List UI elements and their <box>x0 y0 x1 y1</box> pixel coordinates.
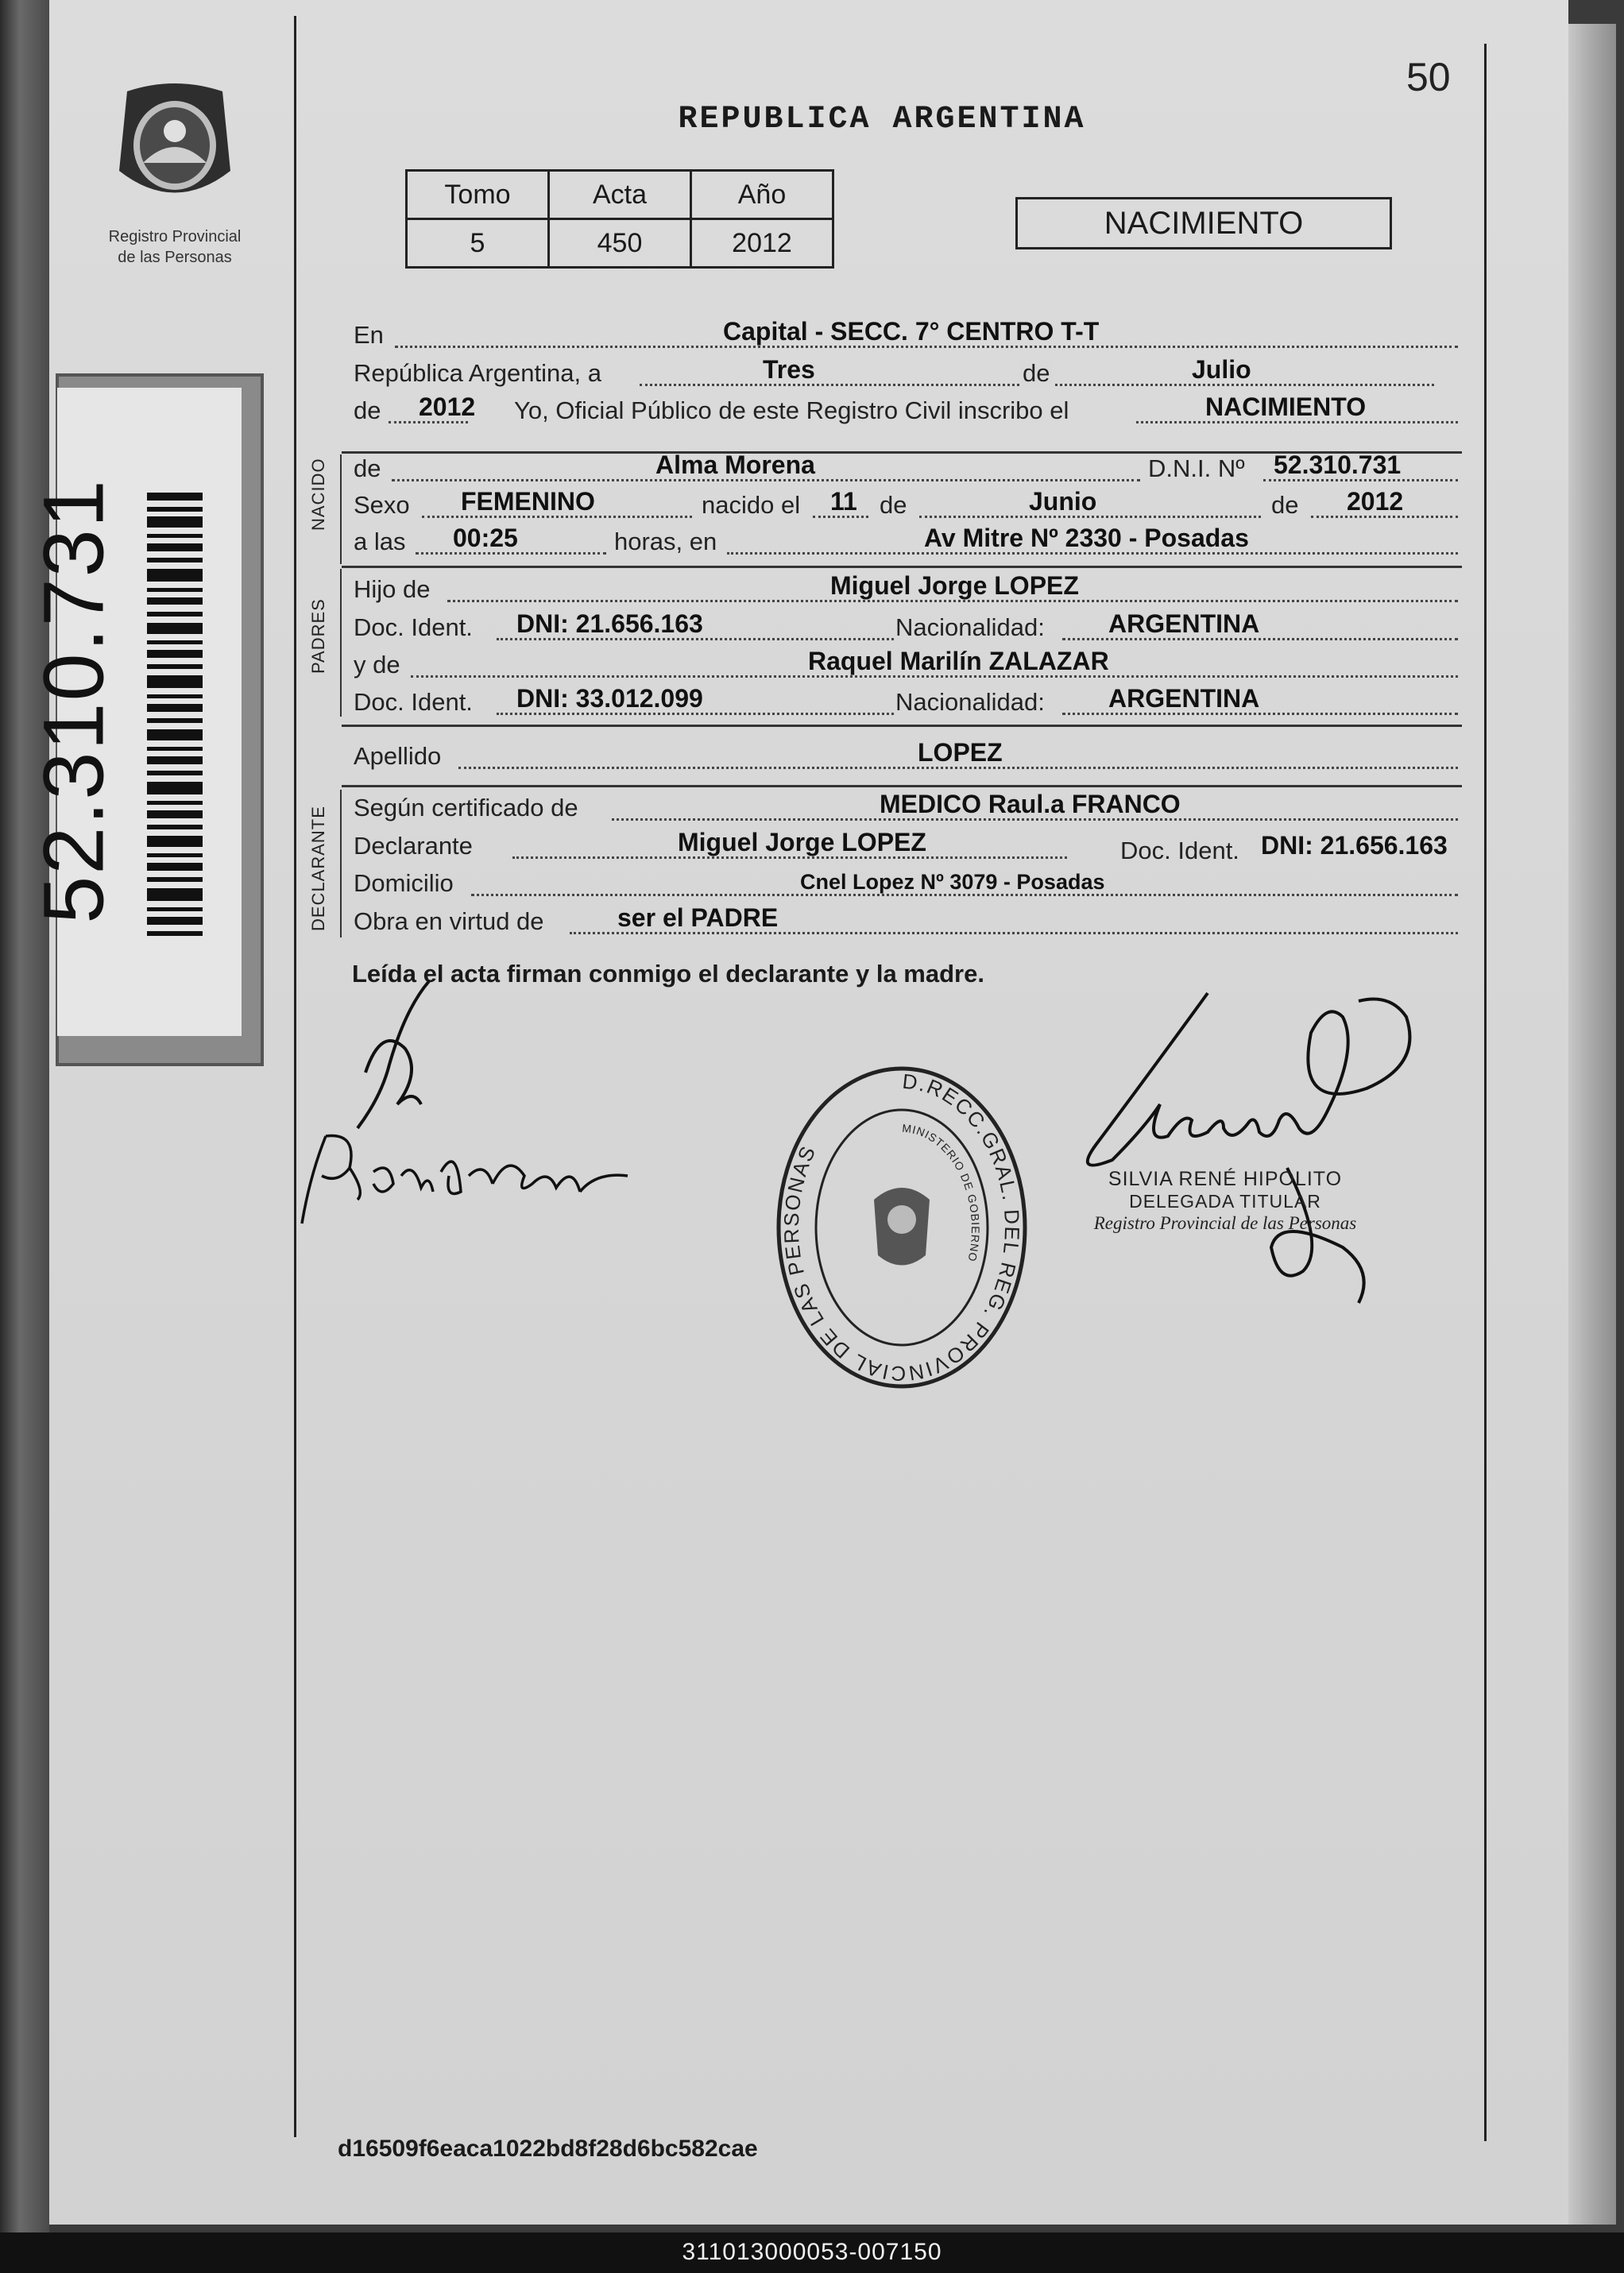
value-declarante: Miguel Jorge LOPEZ <box>678 828 926 856</box>
label-de: de <box>1019 359 1053 388</box>
value-father-doc: DNI: 21.656.163 <box>516 609 703 638</box>
form-line-birth <box>354 488 1458 524</box>
section-divider <box>342 785 1462 787</box>
label-nacionalidad: Nacionalidad: <box>895 613 1045 641</box>
label-obra: Obra en virtud de <box>354 907 544 935</box>
value-dni: 52.310.731 <box>1274 450 1402 479</box>
form-line-time-place <box>354 524 1458 561</box>
label-nacionalidad-mother: Nacionalidad: <box>895 688 1045 716</box>
right-frame-line <box>1484 44 1487 2141</box>
form-line-mother <box>354 647 1458 684</box>
label-dni: D.N.I. Nº <box>1148 454 1245 482</box>
side-label-declarante: DECLARANTE <box>308 806 328 931</box>
label-domicilio: Domicilio <box>354 869 454 897</box>
provincial-emblem-icon <box>111 75 238 215</box>
document-hash: d16509f6eaca1022bd8f28d6bc582cae <box>338 2136 758 2162</box>
table-header-acta: Acta <box>549 171 691 219</box>
table-header-tomo: Tomo <box>407 171 549 219</box>
form-line-name <box>354 451 1458 488</box>
section-bracket <box>340 790 342 937</box>
official-stamp <box>763 1057 1041 1398</box>
book-spine <box>0 0 49 2232</box>
page-number: 50 <box>1406 55 1451 99</box>
official-signature <box>1025 985 1438 1319</box>
table-cell-ano: 2012 <box>691 219 833 268</box>
registry-table <box>405 169 834 269</box>
value-father-nat: ARGENTINA <box>1108 609 1260 638</box>
official-org: Registro Provincial de las Personas <box>1093 1213 1357 1233</box>
table-cell-acta: 450 <box>549 219 691 268</box>
label-apellido: Apellido <box>354 742 442 770</box>
value-obra: ser el PADRE <box>617 903 779 932</box>
mother-signature <box>294 1128 636 1239</box>
label-doc-ident: Doc. Ident. <box>354 613 473 641</box>
document-title: REPUBLICA ARGENTINA <box>678 102 1086 137</box>
section-bracket <box>340 569 342 717</box>
value-birth-month: Junio <box>1029 487 1097 516</box>
left-frame-line <box>294 16 296 2137</box>
label-yo: Yo, Oficial Público de este Registro Civil inscribo el <box>514 396 1069 424</box>
value-domicilio: Cnel Lopez Nº 3079 - Posadas <box>800 870 1105 894</box>
value-sexo: FEMENINO <box>461 487 595 516</box>
value-apellido: LOPEZ <box>918 738 1003 767</box>
value-place: Capital - SECC. 7° CENTRO T-T <box>723 317 1100 346</box>
official-name: SILVIA RENÉ HIPOLITO <box>1108 1168 1343 1190</box>
registry-label: Registro Provincial de las Personas <box>108 228 242 266</box>
label-de-year: de <box>354 396 381 424</box>
label-doc-ident-declarante: Doc. Ident. <box>1120 837 1239 864</box>
closing-statement: Leída el acta firman conmigo el declarante y la madre. <box>352 960 984 988</box>
form-line-obra <box>354 904 1458 941</box>
form-line-inscription <box>354 393 1458 430</box>
value-mother-doc: DNI: 33.012.099 <box>516 684 703 713</box>
label-nacido: nacido el <box>702 491 801 519</box>
value-year: 2012 <box>419 392 476 421</box>
official-role: DELEGADA TITULAR <box>1129 1191 1321 1212</box>
value-birth-time: 00:25 <box>453 524 518 552</box>
form-line-father <box>354 572 1458 609</box>
label-name-de: de <box>354 454 381 482</box>
side-label-padres: PADRES <box>308 598 328 674</box>
form-line-domicilio <box>354 866 1458 903</box>
declarant-signature <box>334 977 453 1136</box>
value-mother-name: Raquel Marilín ZALAZAR <box>808 647 1109 675</box>
value-father-name: Miguel Jorge LOPEZ <box>830 571 1079 600</box>
label-de-year2: de <box>1271 491 1299 519</box>
form-line-apellido <box>354 739 1458 775</box>
section-divider <box>342 566 1462 568</box>
value-certificate: MEDICO Raul.a FRANCO <box>880 790 1181 818</box>
form-line-certificate <box>354 791 1458 827</box>
table-header-ano: Año <box>691 171 833 219</box>
stamp-inner-text: MINISTERIO DE GOBIERNO <box>901 1121 982 1264</box>
record-type-box: NACIMIENTO <box>1015 197 1392 249</box>
table-cell-tomo: 5 <box>407 219 549 268</box>
label-horas: horas, en <box>614 528 717 555</box>
label-a-las: a las <box>354 528 406 555</box>
label-segun-certificado: Según certificado de <box>354 794 578 821</box>
label-de-month: de <box>880 491 907 519</box>
value-inscribe-type: NACIMIENTO <box>1205 392 1367 421</box>
value-birth-place: Av Mitre Nº 2330 - Posadas <box>924 524 1249 552</box>
value-birth-day: 11 <box>830 487 857 516</box>
label-en: En <box>354 321 384 349</box>
value-mother-nat: ARGENTINA <box>1108 684 1260 713</box>
form-line-declarante <box>354 829 1458 865</box>
stamp-text: D.RECC.GRAL. DEL REG. PROVINCIAL DE LAS PERSONAS <box>779 1069 1025 1386</box>
value-declarante-doc: DNI: 21.656.163 <box>1261 831 1448 860</box>
form-line-place <box>354 318 1458 354</box>
section-divider <box>342 725 1462 727</box>
value-day: Tres <box>763 355 815 384</box>
value-month: Julio <box>1192 355 1251 384</box>
label-doc-ident-mother: Doc. Ident. <box>354 688 473 716</box>
official-block <box>1082 1168 1368 1235</box>
label-declarante: Declarante <box>354 832 473 860</box>
label-y-de: y de <box>354 651 400 678</box>
page-edges <box>1568 24 1616 2225</box>
form-line-date <box>354 356 1458 392</box>
label-hijo-de: Hijo de <box>354 575 431 603</box>
section-bracket <box>340 454 342 564</box>
barcode-icon <box>147 493 203 937</box>
label-sexo: Sexo <box>354 491 410 519</box>
value-birth-year: 2012 <box>1347 487 1404 516</box>
form-line-mother-doc <box>354 685 1458 721</box>
label-republica: República Argentina, a <box>354 359 601 387</box>
barcode-number: 52.310.731 <box>25 478 122 924</box>
form-line-father-doc <box>354 610 1458 647</box>
footer-code: 311013000053-007150 <box>682 2239 942 2265</box>
value-name: Alma Morena <box>655 450 815 479</box>
side-label-nacido: NACIDO <box>308 458 328 531</box>
